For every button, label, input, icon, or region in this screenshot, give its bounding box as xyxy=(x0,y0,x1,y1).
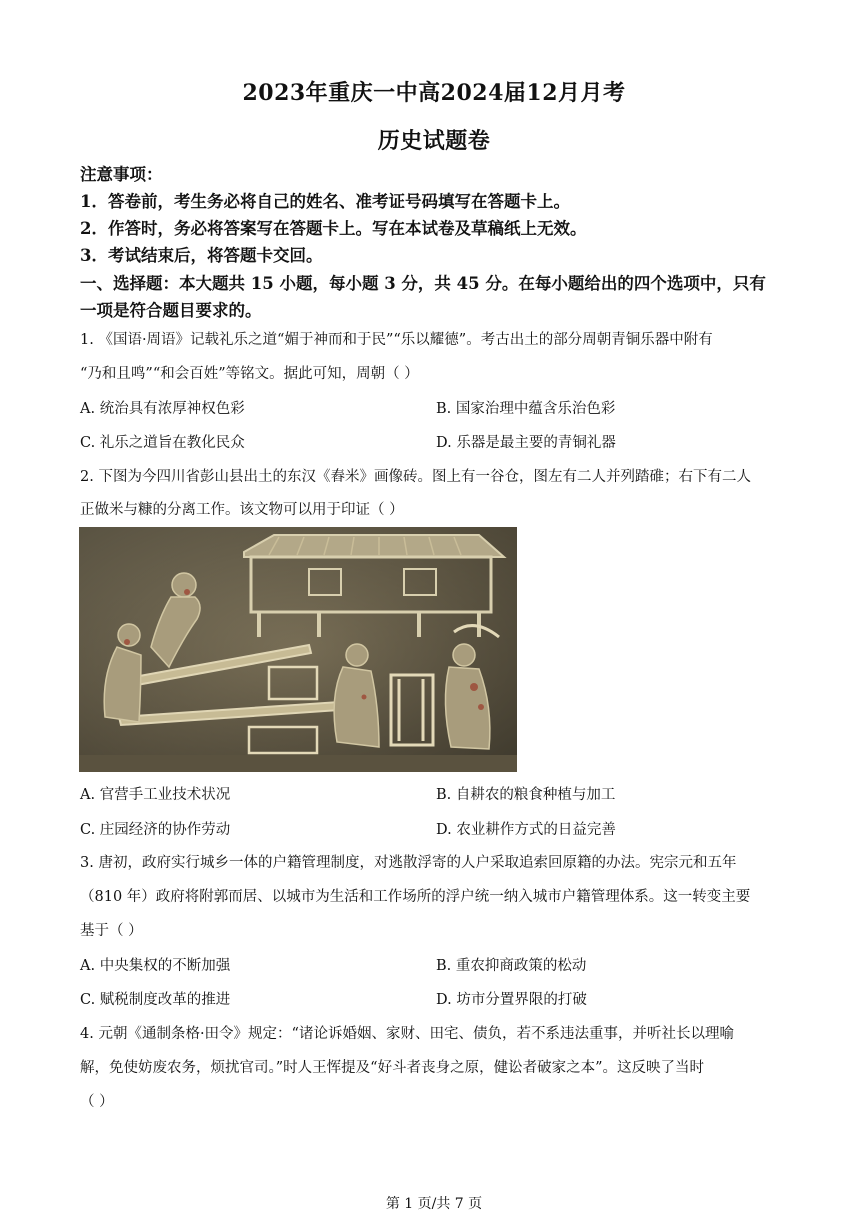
question-1-option-c[interactable]: C. 礼乐之道旨在教化民众 xyxy=(80,435,245,451)
question-3-text: 基于（ ） xyxy=(80,923,143,939)
question-1-text: “乃和且鸣”“和会百姓”等铭文。据此可知，周朝（ ） xyxy=(80,366,419,382)
section-instructions: 一项是符合题目要求的。 xyxy=(80,301,262,320)
section-instructions: 一、选择题：本大题共 15 小题，每小题 3 分，共 45 分。在每小题给出的四个选项中，只有 xyxy=(80,274,766,293)
question-2-option-a[interactable]: A. 官营手工业技术状况 xyxy=(80,787,231,803)
question-2-option-c[interactable]: C. 庄园经济的协作劳动 xyxy=(80,822,231,838)
question-1-option-d[interactable]: D. 乐器是最主要的青铜礼器 xyxy=(436,435,616,451)
question-2-text: 2. 下图为今四川省彭山县出土的东汉《舂米》画像砖。图上有一谷仓，图左有二人并列踏碓；右下有二人 xyxy=(80,469,751,485)
notice-item: 2．作答时，务必将答案写在答题卡上。写在本试卷及草稿纸上无效。 xyxy=(80,219,587,238)
question-4-text: 4. 元朝《通制条格·田令》规定：“诸论诉婚姻、家财、田宅、债负，若不系违法重事，并听社长以理喻 xyxy=(80,1026,734,1042)
question-3-option-d[interactable]: D. 坊市分置界限的打破 xyxy=(436,992,587,1008)
question-3-option-c[interactable]: C. 赋税制度改革的推进 xyxy=(80,992,231,1008)
page-number: 第 1 页/共 7 页 xyxy=(385,1196,483,1212)
question-2-option-d[interactable]: D. 农业耕作方式的日益完善 xyxy=(436,822,616,838)
notice-heading: 注意事项： xyxy=(80,165,163,184)
relief-brick-photo xyxy=(79,527,517,772)
notice-item: 3．考试结束后，将答题卡交回。 xyxy=(80,246,323,265)
question-4-text: 解，免使妨废农务，烦扰官司。”时人王恽提及“好斗者丧身之原，健讼者破家之本”。这反映了当时 xyxy=(80,1060,704,1076)
question-1-option-a[interactable]: A. 统治具有浓厚神权色彩 xyxy=(80,401,245,417)
exam-title: 2023年重庆一中高2024届12月月考 xyxy=(242,80,626,106)
question-4-text: （ ） xyxy=(80,1094,114,1110)
question-1-option-b[interactable]: B. 国家治理中蕴含乐治色彩 xyxy=(436,401,616,417)
question-3-text: （810 年）政府将附郭而居、以城市为生活和工作场所的浮户统一纳入城市户籍管理体系。这一转变主要 xyxy=(80,889,751,905)
exam-subtitle: 历史试题卷 xyxy=(377,128,491,154)
notice-item: 1．答卷前，考生务必将自己的姓名、准考证号码填写在答题卡上。 xyxy=(80,192,570,211)
question-3-option-a[interactable]: A. 中央集权的不断加强 xyxy=(80,958,231,974)
question-2-text: 正做米与糠的分离工作。该文物可以用于印证（ ） xyxy=(80,502,404,518)
question-3-option-b[interactable]: B. 重农抑商政策的松动 xyxy=(436,958,587,974)
question-3-text: 3. 唐初，政府实行城乡一体的户籍管理制度，对逃散浮寄的人户采取追索回原籍的办法。宪宗元和五年 xyxy=(80,855,737,871)
question-2-option-b[interactable]: B. 自耕农的粮食种植与加工 xyxy=(436,787,616,803)
question-1-text: 1. 《国语·周语》记载礼乐之道“媚于神而和于民”“乐以耀德”。考古出土的部分周朝青铜乐器中附有 xyxy=(80,332,713,348)
